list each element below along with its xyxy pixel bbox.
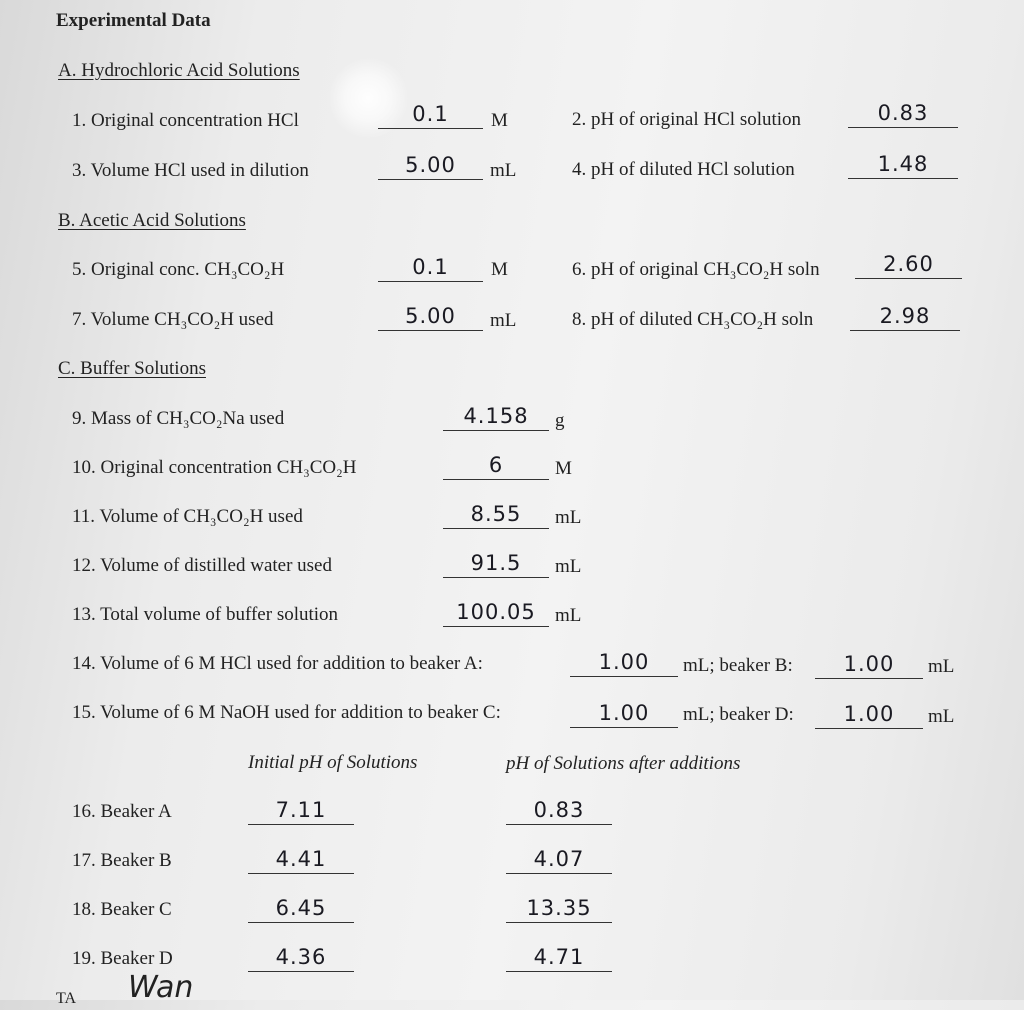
q2-answer: 0.83 [877,101,929,125]
q1-label: 1. Original concentration HCl [72,110,299,131]
beaker-a-label: 16. Beaker A [72,801,172,822]
q15-label: 15. Volume of 6 M NaOH used for addition to beaker C: [72,702,501,723]
q11-answer: 8.55 [470,502,522,526]
beaker-d-after-ph: 4.71 [533,945,585,969]
q1-answer: 0.1 [412,102,449,126]
q12-label: 12. Volume of distilled water used [72,555,332,576]
section-c-heading: C. Buffer Solutions [58,358,206,379]
beaker-a-after-field[interactable] [506,796,612,825]
q10-unit: M [555,458,572,479]
column-header-ph-after-additions: pH of Solutions after additions [506,753,741,774]
beaker-c-initial-ph: 6.45 [275,896,327,920]
q15-beaker-d-answer: 1.00 [843,702,895,726]
q15-beaker-c-answer: 1.00 [598,701,650,725]
beaker-b-label: 17. Beaker B [72,850,172,871]
q15-beaker-d-label: mL; beaker D: [683,704,794,725]
q14-beaker-a-answer: 1.00 [598,650,650,674]
q11-answer-field[interactable] [443,500,549,529]
q8-answer-field[interactable] [850,302,960,331]
ta-label: TA [56,990,77,1007]
q10-label: 10. Original concentration CH₃CO₂H [72,457,357,478]
q12-answer: 91.5 [470,551,522,575]
q5-unit: M [491,259,508,280]
beaker-c-after-ph: 13.35 [526,896,592,920]
q11-label: 11. Volume of CH₃CO₂H used [72,506,303,527]
q15-unit: mL [928,706,955,727]
q10-answer-field[interactable] [443,451,549,480]
q8-label: 8. pH of diluted CH₃CO₂H soln [572,309,814,330]
q6-answer-field[interactable] [855,250,962,279]
q14-unit: mL [928,656,955,677]
q14-label: 14. Volume of 6 M HCl used for addition to beaker A: [72,653,483,674]
beaker-b-after-ph: 4.07 [533,847,585,871]
section-b-heading: B. Acetic Acid Solutions [58,210,246,231]
q7-answer: 5.00 [405,304,456,328]
q11-unit: mL [555,507,582,528]
q4-label: 4. pH of diluted HCl solution [572,159,795,180]
beaker-c-after-field[interactable] [506,894,612,923]
q7-answer-field[interactable] [378,302,483,331]
q6-answer: 2.60 [883,252,934,276]
q2-answer-field[interactable] [848,99,958,128]
section-a-heading: A. Hydrochloric Acid Solutions [58,60,300,81]
q9-unit: g [555,410,565,431]
beaker-d-initial-field[interactable] [248,943,354,972]
beaker-d-label: 19. Beaker D [72,948,173,969]
q3-label: 3. Volume HCl used in dilution [72,160,309,181]
ta-signature: Wan [128,970,194,1005]
q7-label: 7. Volume CH₃CO₂H used [72,309,274,330]
q14-beaker-b-answer: 1.00 [843,652,895,676]
q5-label: 5. Original conc. CH₃CO₂H [72,259,285,280]
q9-label: 9. Mass of CH₃CO₂Na used [72,408,285,429]
beaker-d-initial-ph: 4.36 [275,945,327,969]
beaker-c-initial-field[interactable] [248,894,354,923]
column-header-initial-ph: Initial pH of Solutions [248,752,418,773]
q1-unit: M [491,110,508,131]
q5-answer: 0.1 [412,255,449,279]
beaker-b-initial-field[interactable] [248,845,354,874]
q15-beaker-c-field[interactable] [570,699,678,728]
q13-answer-field[interactable] [443,598,549,627]
q14-beaker-a-field[interactable] [570,648,678,677]
q13-label: 13. Total volume of buffer solution [72,604,339,625]
beaker-d-after-field[interactable] [506,943,612,972]
q2-label: 2. pH of original HCl solution [572,109,802,130]
q10-answer: 6 [488,453,504,477]
q4-answer: 1.48 [877,152,929,176]
q12-unit: mL [555,556,582,577]
beaker-a-initial-ph: 7.11 [275,798,327,822]
beaker-b-after-field[interactable] [506,845,612,874]
q8-answer: 2.98 [879,304,931,328]
q13-answer: 100.05 [456,600,536,624]
beaker-a-initial-field[interactable] [248,796,354,825]
q3-unit: mL [490,160,517,181]
q7-unit: mL [490,310,517,331]
q12-answer-field[interactable] [443,549,549,578]
beaker-b-initial-ph: 4.41 [275,847,327,871]
q3-answer: 5.00 [405,153,456,177]
q1-answer-field[interactable] [378,100,483,129]
q14-beaker-b-label: mL; beaker B: [683,655,793,676]
q9-answer: 4.158 [463,404,529,428]
q14-beaker-b-field[interactable] [815,650,923,679]
page-title: Experimental Data [56,10,211,31]
q5-answer-field[interactable] [378,253,483,282]
q3-answer-field[interactable] [378,151,483,180]
beaker-a-after-ph: 0.83 [533,798,585,822]
q4-answer-field[interactable] [848,150,958,179]
q9-answer-field[interactable] [443,402,549,431]
q15-beaker-d-field[interactable] [815,700,923,729]
q13-unit: mL [555,605,582,626]
beaker-c-label: 18. Beaker C [72,899,172,920]
q6-label: 6. pH of original CH₃CO₂H soln [572,259,820,280]
